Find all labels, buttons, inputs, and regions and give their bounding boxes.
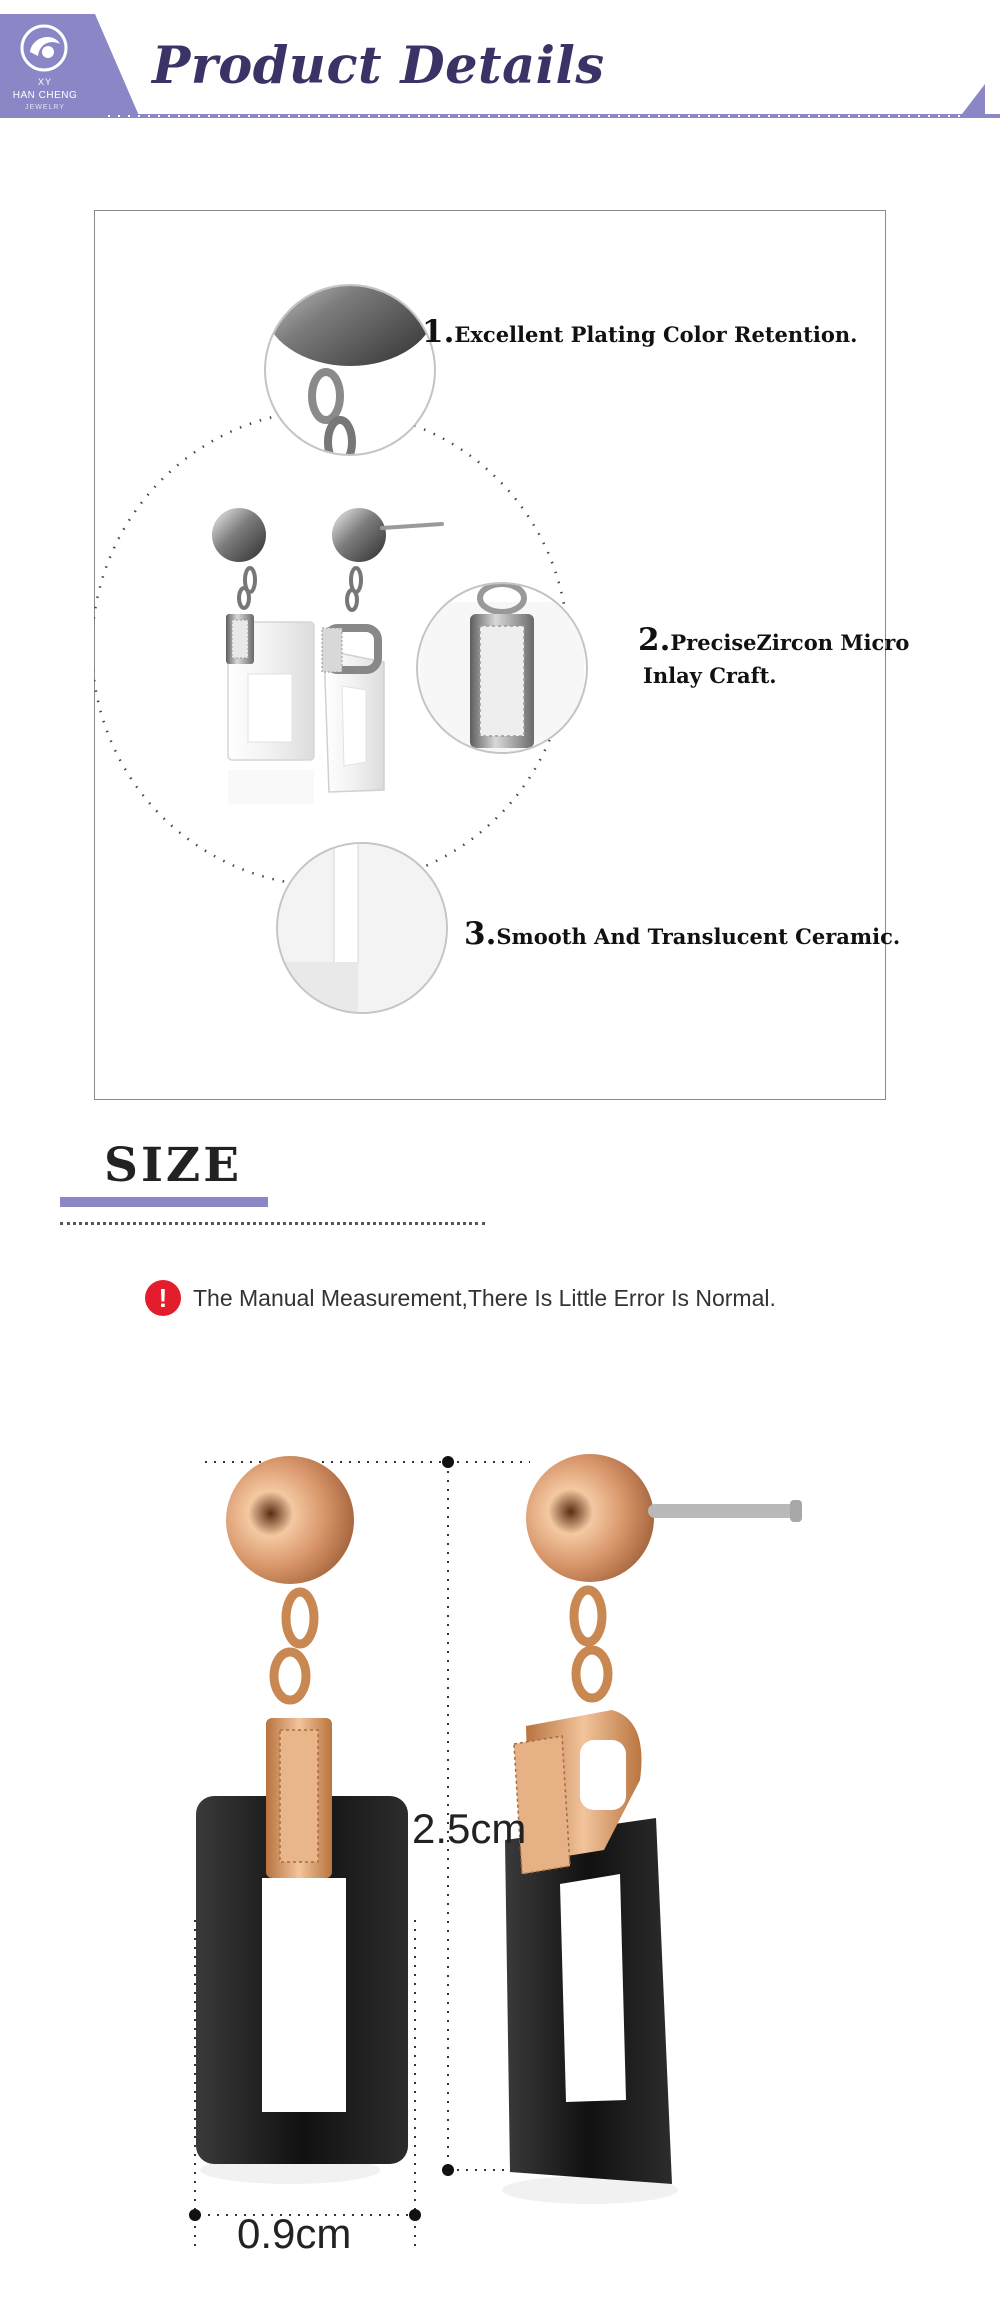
warning-icon: ! — [145, 1280, 181, 1316]
width-left-marker — [189, 2209, 201, 2221]
size-heading-underline — [60, 1197, 268, 1207]
height-measurement: 2.5cm — [412, 1805, 527, 1852]
zoom-bubble-zircon — [417, 583, 587, 753]
zoom-bubble-ceramic — [277, 843, 447, 1022]
feature-ceramic-text: 3.Smooth And Translucent Ceramic. — [464, 916, 901, 952]
brand-tagline: JEWELRY — [25, 104, 65, 111]
size-heading: SIZE — [104, 1138, 243, 1193]
feature-zircon-text: 2.PreciseZircon Micro — [638, 622, 910, 658]
height-top-marker — [442, 1456, 454, 1468]
zoom-bubble-plating — [264, 246, 436, 464]
feature-plating-text: 1.Excellent Plating Color Retention. — [422, 314, 858, 350]
page-title: Product Details — [152, 36, 605, 96]
rose-gold-earring-left — [196, 1456, 408, 2184]
measurement-notice: The Manual Measurement,There Is Little Error Is Normal. — [193, 1285, 776, 1311]
size-dotted-divider — [60, 1222, 485, 1225]
silver-earring-left — [212, 508, 314, 804]
rose-gold-earring-right — [502, 1454, 802, 2204]
width-measurement: 0.9cm — [237, 2210, 352, 2257]
earring-size-illustration — [0, 1400, 1000, 2320]
brand-name: HAN CHENG — [12, 90, 78, 101]
header-banner — [0, 0, 1000, 125]
height-bottom-marker — [442, 2164, 454, 2176]
brand-logo-icon — [18, 22, 70, 74]
width-right-marker — [409, 2209, 421, 2221]
feature-zircon-text-line2: Inlay Craft. — [643, 663, 777, 688]
brand-mark: XY — [37, 77, 52, 87]
